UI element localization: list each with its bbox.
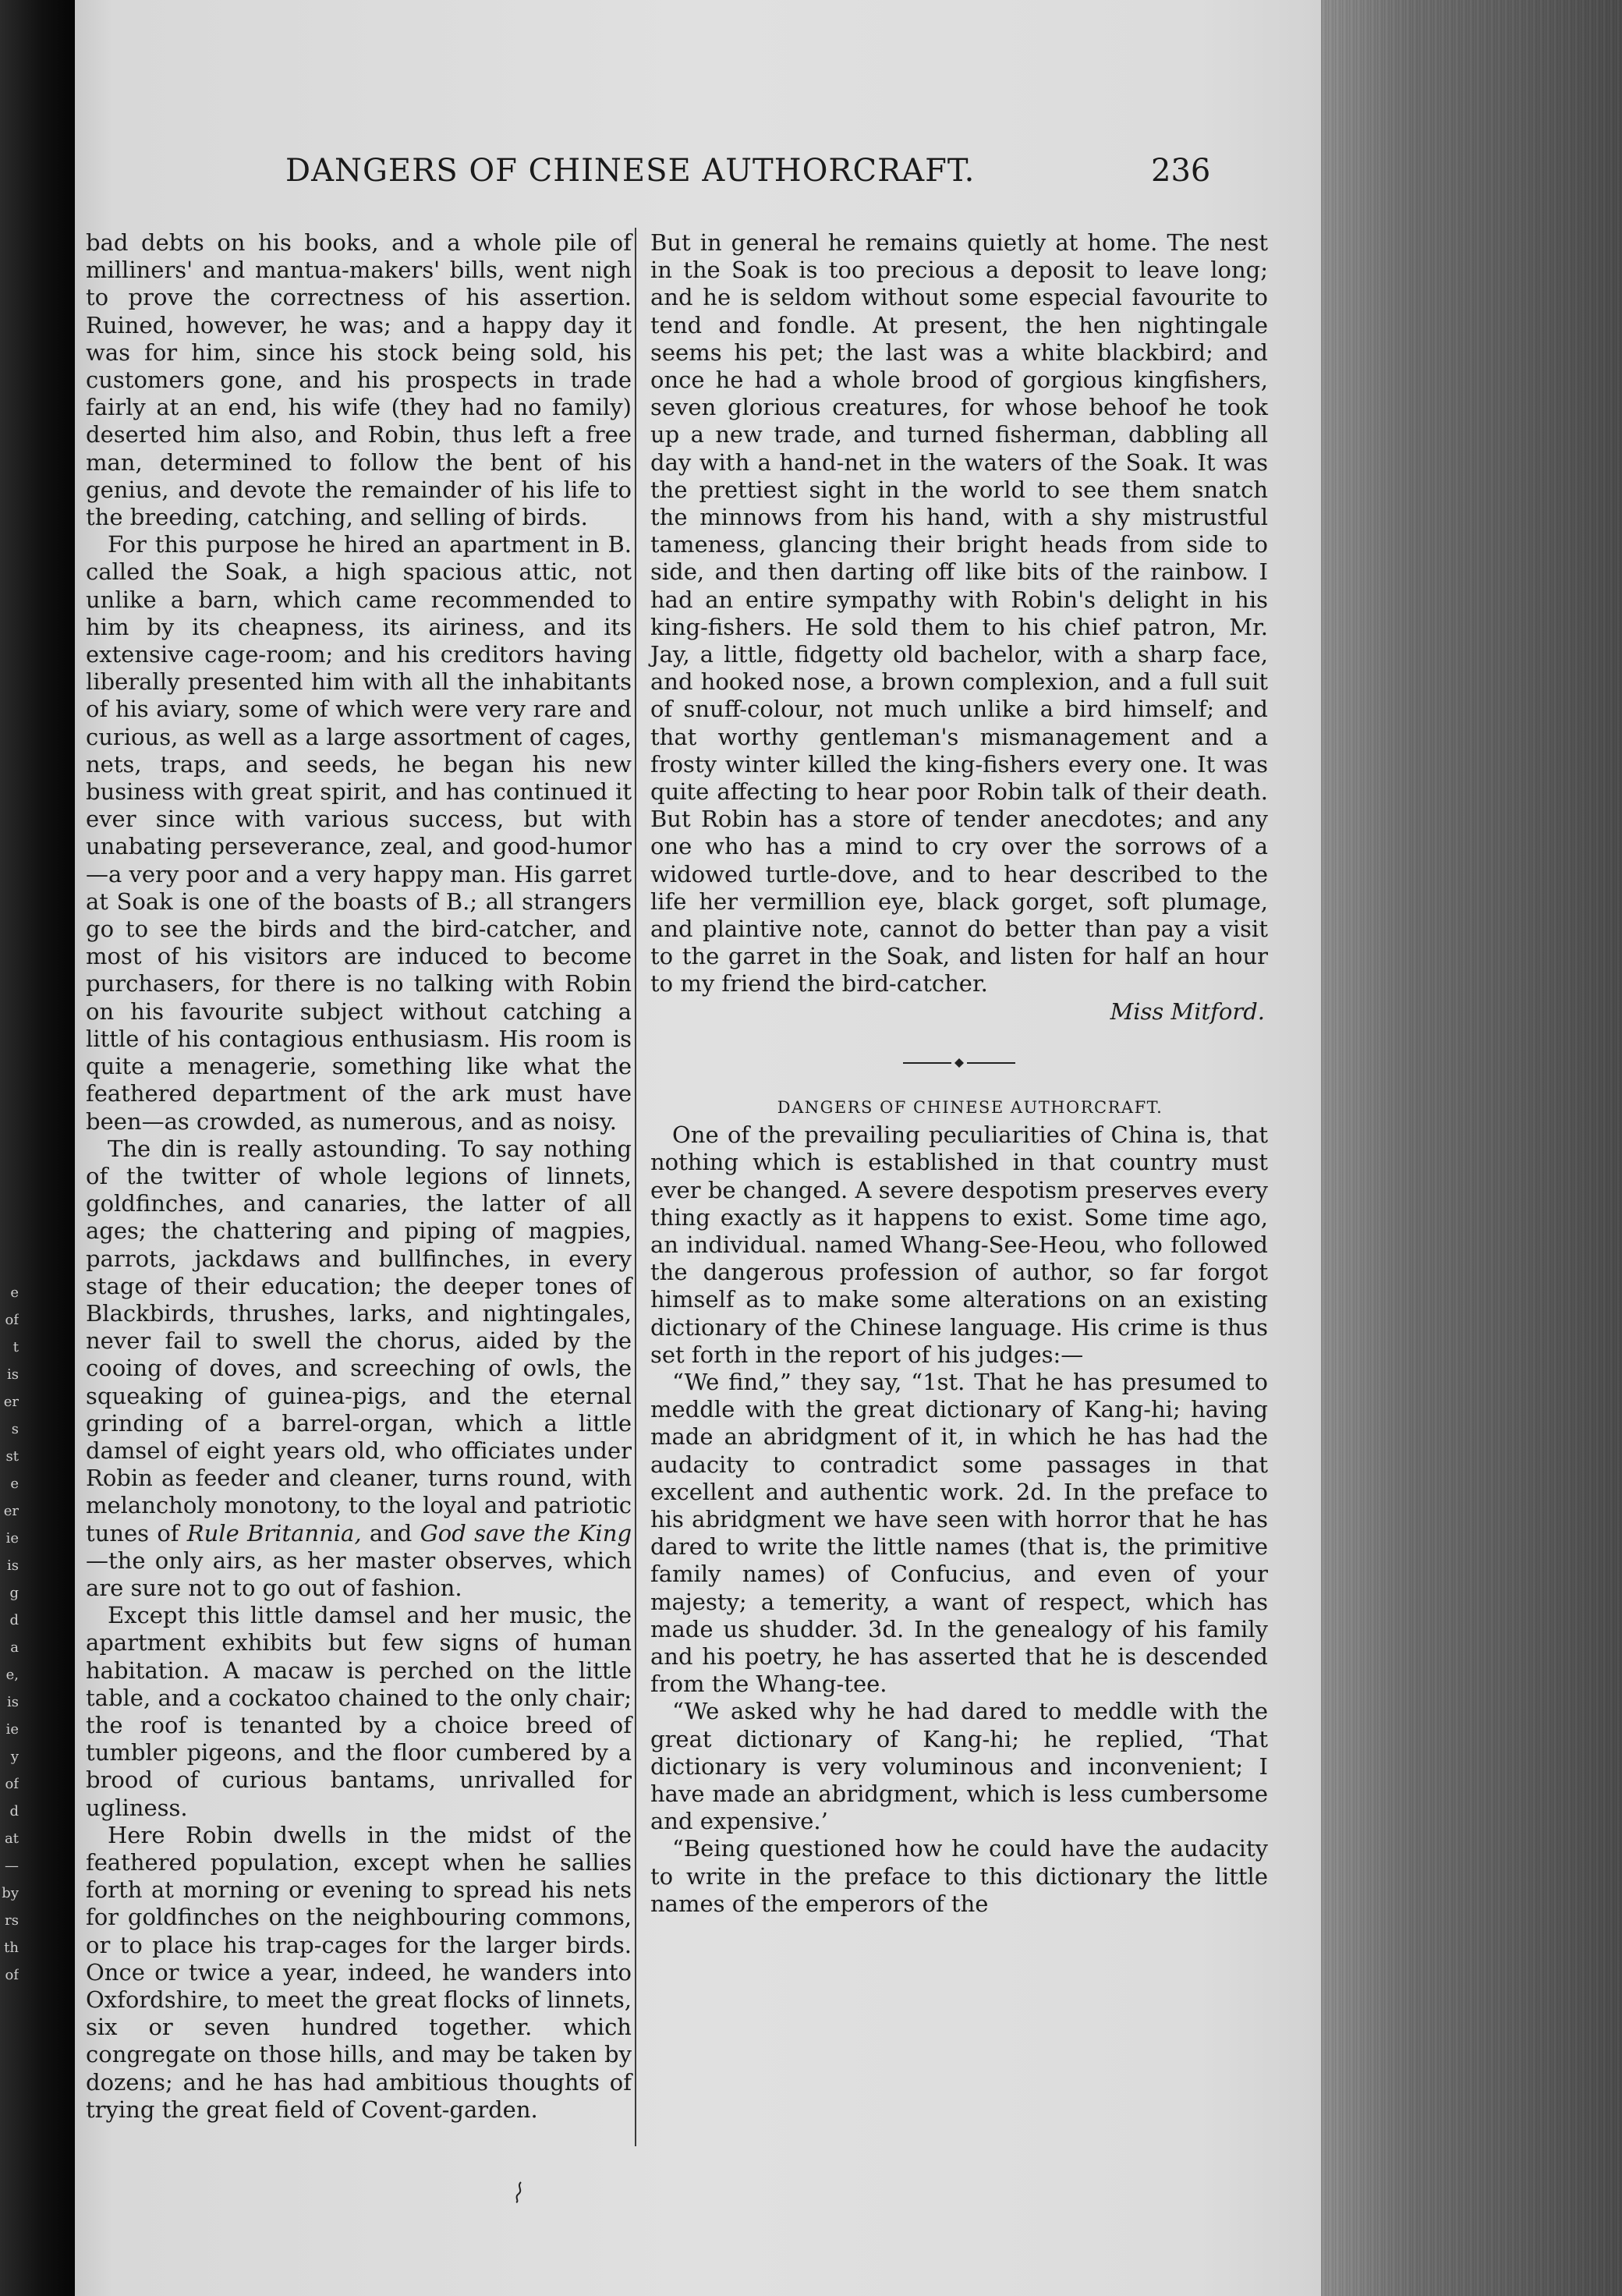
paragraph-text: —the only airs, as her master observes, which are sure not to go out of fashion. [86, 1547, 632, 1601]
page-fore-edge [1321, 0, 1622, 2296]
paragraph: But in general he remains quietly at home. The nest in the Soak is too precious a deposit to leave long; and he is seldom without some especial favourite to tend and fondle. At present, the hen nightingale seems his pet; the last was a white blackbird; and once he had a whole brood of gorgious kingfishers, seven glorious creatures, for whose behoof he took up a new trade, and turned fisherman, dabbling all day with a hand-net in the waters of the Soak. It was the prettiest sight in the world to see them snatch the minnows from his hand, with a shy mistrustful tameness, glancing their bright heads from side to side, and then darting off like bits of the rainbow. I had an entire sympathy with Robin's delight in his king-fishers. He sold them to his chief patron, Mr. Jay, a little, fidgetty old bachelor, with a sharp face, and hooked nose, a brown complexion, and a full suit of snuff-colour, not much unlike a bird himself; and that worthy gentleman's mismanagement and a frosty winter killed the king-fishers every one. It was quite affecting to hear poor Robin talk of their death. But Robin has a store of tender anecdotes; and any one who has a mind to cry over the sorrows of a widowed turtle-dove, and to hear described to the life her vermillion eye, black gorget, soft plumage, and plaintive note, cannot do better than pay a visit to the garret in the Soak, and listen for half an hour to my friend the bird-catcher. [650, 229, 1268, 997]
facing-page-fragments: e of t is er s st e er ie is g d a e, is ie y of d at — by rs th of [2, 1284, 19, 1983]
song-title: God save the King [420, 1519, 632, 1547]
page-number: 236 [1151, 153, 1211, 189]
paragraph: One of the prevailing peculiarities of China is, that nothing which is established in that country must ever be changed. A severe despotism preserves every thing exactly as it happens to exist. Some time ago, an individual. named Whang-See-Heou, who followed the dangerous profession of author, so far forgot himself as to make some alterations on an existing dictionary of the Chinese language. His crime is thus set forth in the report of his judges:— [650, 1121, 1268, 1368]
right-column [650, 229, 1268, 1918]
paragraph: Here Robin dwells in the midst of the feathered population, except when he sallies forth at morning or evening to spread his nets for goldfinches on the neighbouring commons, or to place his trap-cages for the larger birds. Once or twice a year, indeed, he wanders into Oxfordshire, to meet the great flocks of linnets, six or seven hundred together. which congregate on those hills, and may be taken by dozens; and he has had ambitious thoughts of trying the great field of Covent-garden. [86, 1821, 632, 2123]
section-divider-ornament [897, 1055, 1022, 1071]
paragraph: Except this little damsel and her music, the apartment exhibits but few signs of human habitation. A macaw is perched on the little table, and a cockatoo chained to the only chair; the roof is tenanted by a choice breed of tumbler pigeons, and the floor cumbered by a brood of curious bantams, unrivalled for ugliness. [86, 1602, 632, 1821]
paragraph: bad debts on his books, and a whole pile of milliners' and mantua-makers' bills, went nigh to prove the correctness of his assertion. Ruined, however, he was; and a happy day it was for him, since his stock being sold, his customers gone, and his prospects in trade fairly at an end, his wife (they had no family) deserted him also, and Robin, thus left a free man, determined to follow the bent of his genius, and devote the remainder of his life to the breeding, catching, and selling of birds. [86, 229, 632, 531]
left-column [86, 229, 632, 2124]
paragraph: For this purpose he hired an apartment in B. called the Soak, a high spacious attic, not unlike a barn, which came recommended to him by its cheapness, its airiness, and its extensive cage-room; and his creditors having liberally presented him with all the inhabitants of his aviary, some of which were very rare and curious, as well as a large assortment of cages, nets, traps, and seeds, he began his new business with great spirit, and has continued it ever since with various success, but with unabating perseverance, zeal, and good-humor—a very poor and a very happy man. His garret at Soak is one of the boasts of B.; all strangers go to see the birds and the bird-catcher, and most of his visitors are induced to become purchasers, for there is no talking with Robin on his favourite subject without catching a little of his contagious enthusiasm. His room is quite a menagerie, something like what the feathered department of the ark must have been—as crowded, as numerous, and as noisy. [86, 531, 632, 1135]
paragraph: “We asked why he had dared to meddle with the great dictionary of Kang-hi; he replied, ‘That dictionary is very voluminous and inconvenient; I have made an abridgment, which is less cumbersome and expensive.’ [650, 1698, 1268, 1835]
paragraph: “We find,” they say, “1st. That he has presumed to meddle with the great dictionary of Kang-hi; having made an abridgment of it, in which he has had the audacity to contradict some passages in that excellent and authentic work. 2d. In the preface to his abridgment we have seen with horror that he has dared to write the little names (that is, the primitive family names) of Confucius, and even of your majesty; a temerity, a want of respect, which has made us shudder. 3d. In the genealogy of his family and his poetry, he has asserted that he is descended from the Whang-tee. [650, 1368, 1268, 1698]
author-signature: Miss Mitford. [1110, 997, 1265, 1025]
paragraph-text: and [361, 1519, 420, 1547]
running-head [75, 153, 1321, 200]
song-title: Rule Britannia, [186, 1519, 362, 1547]
paragraph-text: The din is really astounding. To say nothing of the twitter of whole legions of linnets, goldfinches, and canaries, the latter of all ages; the chattering and piping of magpies, parrots, jackdaws and bullfinches, in every stage of their education; the deeper tones of Blackbirds, thrushes, larks, and nightingales, never fail to swell the chorus, aided by the cooing of doves, and screeching of owls, the squeaking of guinea-pigs, and the eternal grinding of a barrel-organ, which a little damsel of eight years old, who officiates under Robin as feeder and cleaner, turns round, with melancholy monotony, to the loyal and patriotic tunes of [86, 1135, 632, 1547]
running-title: DANGERS OF CHINESE AUTHORCRAFT. [285, 153, 976, 189]
book-page [75, 0, 1321, 2296]
paragraph [86, 1136, 632, 1602]
column-rule [635, 228, 636, 2146]
pencil-mark [512, 2181, 527, 2204]
paragraph: “Being questioned how he could have the audacity to write in the preface to this dictionary the little names of the emperors of the [650, 1835, 1268, 1917]
section-heading: DANGERS OF CHINESE AUTHORCRAFT. [777, 1097, 1163, 1117]
